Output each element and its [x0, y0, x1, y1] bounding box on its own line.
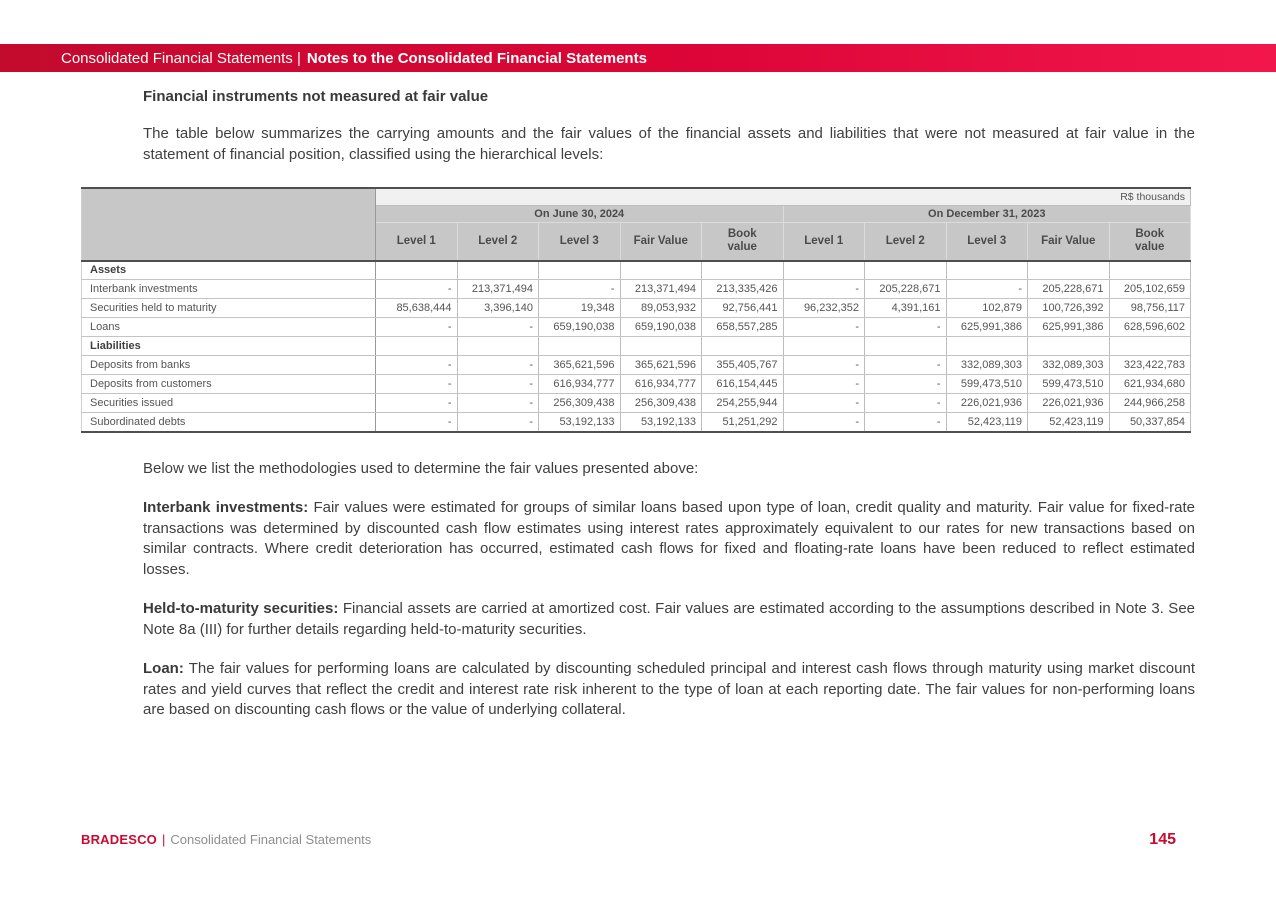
table-cell: 213,335,426: [702, 280, 784, 299]
col-header-book-value: Book value: [1109, 223, 1191, 261]
section-label: Assets: [82, 261, 376, 280]
section-label: Liabilities: [82, 337, 376, 356]
table-cell: -: [376, 375, 458, 394]
intro-paragraph: The table below summarizes the carrying amounts and the fair values of the financial assets and liabilities that were not measured at fair value in the statement of financial position, classified using the hierarchical levels:: [143, 125, 1195, 163]
section-row-assets: [82, 261, 1191, 280]
methodology-interbank: [143, 498, 1195, 580]
row-label: Deposits from customers: [82, 375, 376, 394]
col-header-fair-value: Fair Value: [620, 223, 702, 261]
table-cell: 205,102,659: [1109, 280, 1191, 299]
table-cell: 96,232,352: [783, 299, 865, 318]
row-label: Securities issued: [82, 394, 376, 413]
empty-cell: [376, 337, 458, 356]
table-cell: 365,621,596: [620, 356, 702, 375]
table-cell: -: [457, 375, 539, 394]
banner-section-title: Notes to the Consolidated Financial Statements: [306, 49, 647, 67]
table-cell: 205,228,671: [1028, 280, 1110, 299]
table-cell: -: [865, 356, 947, 375]
table-cell: -: [865, 318, 947, 337]
table-cell: -: [865, 394, 947, 413]
table-cell: -: [376, 356, 458, 375]
table-cell: 213,371,494: [457, 280, 539, 299]
table-cell: -: [865, 413, 947, 432]
group-header-december-2023: On December 31, 2023: [783, 206, 1191, 223]
methodology-lead: Loan:: [143, 660, 184, 677]
methodologies-intro: Below we list the methodologies used to determine the fair values presented above:: [143, 459, 699, 477]
methodology-text: Financial assets are carried at amortized cost. Fair values are estimated according to the assumptions described in Note 3. See Note 8a (III) for further details regarding held-to-maturity securities.: [143, 600, 1196, 638]
header-banner: [0, 44, 1276, 72]
footer-brand-line: [81, 832, 371, 847]
table-corner-cell: [82, 188, 376, 261]
table-cell: 599,473,510: [1028, 375, 1110, 394]
table-cell: 3,396,140: [457, 299, 539, 318]
empty-cell: [702, 337, 784, 356]
table-cell: 628,596,602: [1109, 318, 1191, 337]
table-cell: 616,934,777: [539, 375, 621, 394]
table-cell: -: [783, 280, 865, 299]
table-cell: 205,228,671: [865, 280, 947, 299]
table-cell: 98,756,117: [1109, 299, 1191, 318]
table-cell: 53,192,133: [620, 413, 702, 432]
table-cell: 50,337,854: [1109, 413, 1191, 432]
empty-cell: [783, 261, 865, 280]
row-label: Interbank investments: [82, 280, 376, 299]
table-row: [82, 299, 1191, 318]
methodology-held-to-maturity: [143, 599, 1195, 640]
methodology-loan: [143, 659, 1195, 721]
table-cell: -: [457, 318, 539, 337]
empty-cell: [539, 337, 621, 356]
col-header-level3: Level 3: [946, 223, 1028, 261]
empty-cell: [1109, 261, 1191, 280]
table-cell: -: [376, 318, 458, 337]
table-cell: 226,021,936: [946, 394, 1028, 413]
table-cell: -: [457, 413, 539, 432]
table-cell: -: [376, 413, 458, 432]
table-cell: 355,405,767: [702, 356, 784, 375]
table-cell: 625,991,386: [946, 318, 1028, 337]
col-header-level2: Level 2: [865, 223, 947, 261]
empty-cell: [1028, 261, 1110, 280]
table-row: [82, 356, 1191, 375]
col-header-level1: Level 1: [783, 223, 865, 261]
table-cell: 226,021,936: [1028, 394, 1110, 413]
empty-cell: [865, 337, 947, 356]
table-cell: -: [457, 356, 539, 375]
table-cell: -: [865, 375, 947, 394]
table-cell: -: [946, 280, 1028, 299]
table-cell: 4,391,161: [865, 299, 947, 318]
table-cell: 89,053,932: [620, 299, 702, 318]
empty-cell: [946, 337, 1028, 356]
table-row: [82, 375, 1191, 394]
fair-value-table-wrapper: [81, 187, 1195, 433]
col-header-fair-value: Fair Value: [1028, 223, 1110, 261]
table-cell: 100,726,392: [1028, 299, 1110, 318]
col-header-level3: Level 3: [539, 223, 621, 261]
table-cell: 621,934,680: [1109, 375, 1191, 394]
empty-cell: [1109, 337, 1191, 356]
brand-logo-text: BRADESCO: [81, 832, 157, 847]
empty-cell: [376, 261, 458, 280]
fair-value-table: [81, 187, 1191, 433]
page-footer: [81, 831, 1176, 849]
page-content: [90, 72, 1196, 721]
table-cell: -: [783, 318, 865, 337]
row-label: Securities held to maturity: [82, 299, 376, 318]
section-row-liabilities: [82, 337, 1191, 356]
table-cell: 53,192,133: [539, 413, 621, 432]
table-cell: 52,423,119: [1028, 413, 1110, 432]
table-cell: 85,638,444: [376, 299, 458, 318]
empty-cell: [1028, 337, 1110, 356]
table-cell: 254,255,944: [702, 394, 784, 413]
table-cell: -: [376, 394, 458, 413]
unit-row: [82, 188, 1191, 206]
empty-cell: [702, 261, 784, 280]
footer-doc-title: Consolidated Financial Statements: [170, 832, 372, 847]
table-cell: 102,879: [946, 299, 1028, 318]
empty-cell: [946, 261, 1028, 280]
table-cell: 659,190,038: [539, 318, 621, 337]
empty-cell: [457, 261, 539, 280]
section-title: Financial instruments not measured at fair value: [143, 88, 489, 105]
col-header-level1: Level 1: [376, 223, 458, 261]
table-cell: 332,089,303: [1028, 356, 1110, 375]
row-label: Loans: [82, 318, 376, 337]
empty-cell: [865, 261, 947, 280]
methodology-text: Fair values were estimated for groups of similar loans based upon type of loan, credit quality and maturity. Fair value for fixed-rate transactions was determined by discounted cash flow estimates using interest rates approximately equivalent to our rates for new transactions based on similar contracts. Where credit deterioration has occurred, estimated cash flows for fixed and floating-rate loans have been reduced to reflect estimated losses.: [143, 499, 1195, 578]
table-cell: 599,473,510: [946, 375, 1028, 394]
table-cell: 92,756,441: [702, 299, 784, 318]
table-cell: -: [539, 280, 621, 299]
table-cell: -: [783, 394, 865, 413]
table-row: [82, 394, 1191, 413]
table-row: [82, 318, 1191, 337]
table-cell: 332,089,303: [946, 356, 1028, 375]
table-cell: 52,423,119: [946, 413, 1028, 432]
empty-cell: [620, 337, 702, 356]
table-cell: -: [783, 413, 865, 432]
banner-breadcrumb: Consolidated Financial Statements |: [61, 49, 301, 67]
col-header-book-value: Book value: [702, 223, 784, 261]
empty-cell: [457, 337, 539, 356]
table-cell: 658,557,285: [702, 318, 784, 337]
empty-cell: [620, 261, 702, 280]
table-cell: -: [783, 375, 865, 394]
table-cell: -: [457, 394, 539, 413]
methodology-text: The fair values for performing loans are calculated by discounting scheduled principal and interest cash flows through maturity using market discount rates and yield curves that reflect the credit and interest rate risk inherent to the type of loan at each reporting date. The fair values for non-performing loans are based on discounting cash flows or the value of underlying collateral.: [143, 660, 1195, 718]
table-cell: 213,371,494: [620, 280, 702, 299]
table-cell: 244,966,258: [1109, 394, 1191, 413]
table-cell: 256,309,438: [620, 394, 702, 413]
row-label: Deposits from banks: [82, 356, 376, 375]
table-cell: 323,422,783: [1109, 356, 1191, 375]
table-cell: 51,251,292: [702, 413, 784, 432]
page-number: 145: [1149, 831, 1176, 848]
footer-separator: |: [162, 832, 166, 847]
table-cell: 659,190,038: [620, 318, 702, 337]
table-cell: -: [783, 356, 865, 375]
table-row: [82, 413, 1191, 432]
empty-cell: [783, 337, 865, 356]
table-cell: -: [376, 280, 458, 299]
methodology-lead: Held-to-maturity securities:: [143, 600, 339, 617]
row-label: Subordinated debts: [82, 413, 376, 432]
table-cell: 19,348: [539, 299, 621, 318]
table-cell: 625,991,386: [1028, 318, 1110, 337]
col-header-level2: Level 2: [457, 223, 539, 261]
empty-cell: [539, 261, 621, 280]
table-cell: 256,309,438: [539, 394, 621, 413]
table-cell: 616,934,777: [620, 375, 702, 394]
group-header-june-2024: On June 30, 2024: [376, 206, 784, 223]
table-row: [82, 280, 1191, 299]
methodology-lead: Interbank investments:: [143, 499, 309, 516]
table-unit-note: R$ thousands: [376, 188, 1191, 206]
table-cell: 616,154,445: [702, 375, 784, 394]
table-cell: 365,621,596: [539, 356, 621, 375]
